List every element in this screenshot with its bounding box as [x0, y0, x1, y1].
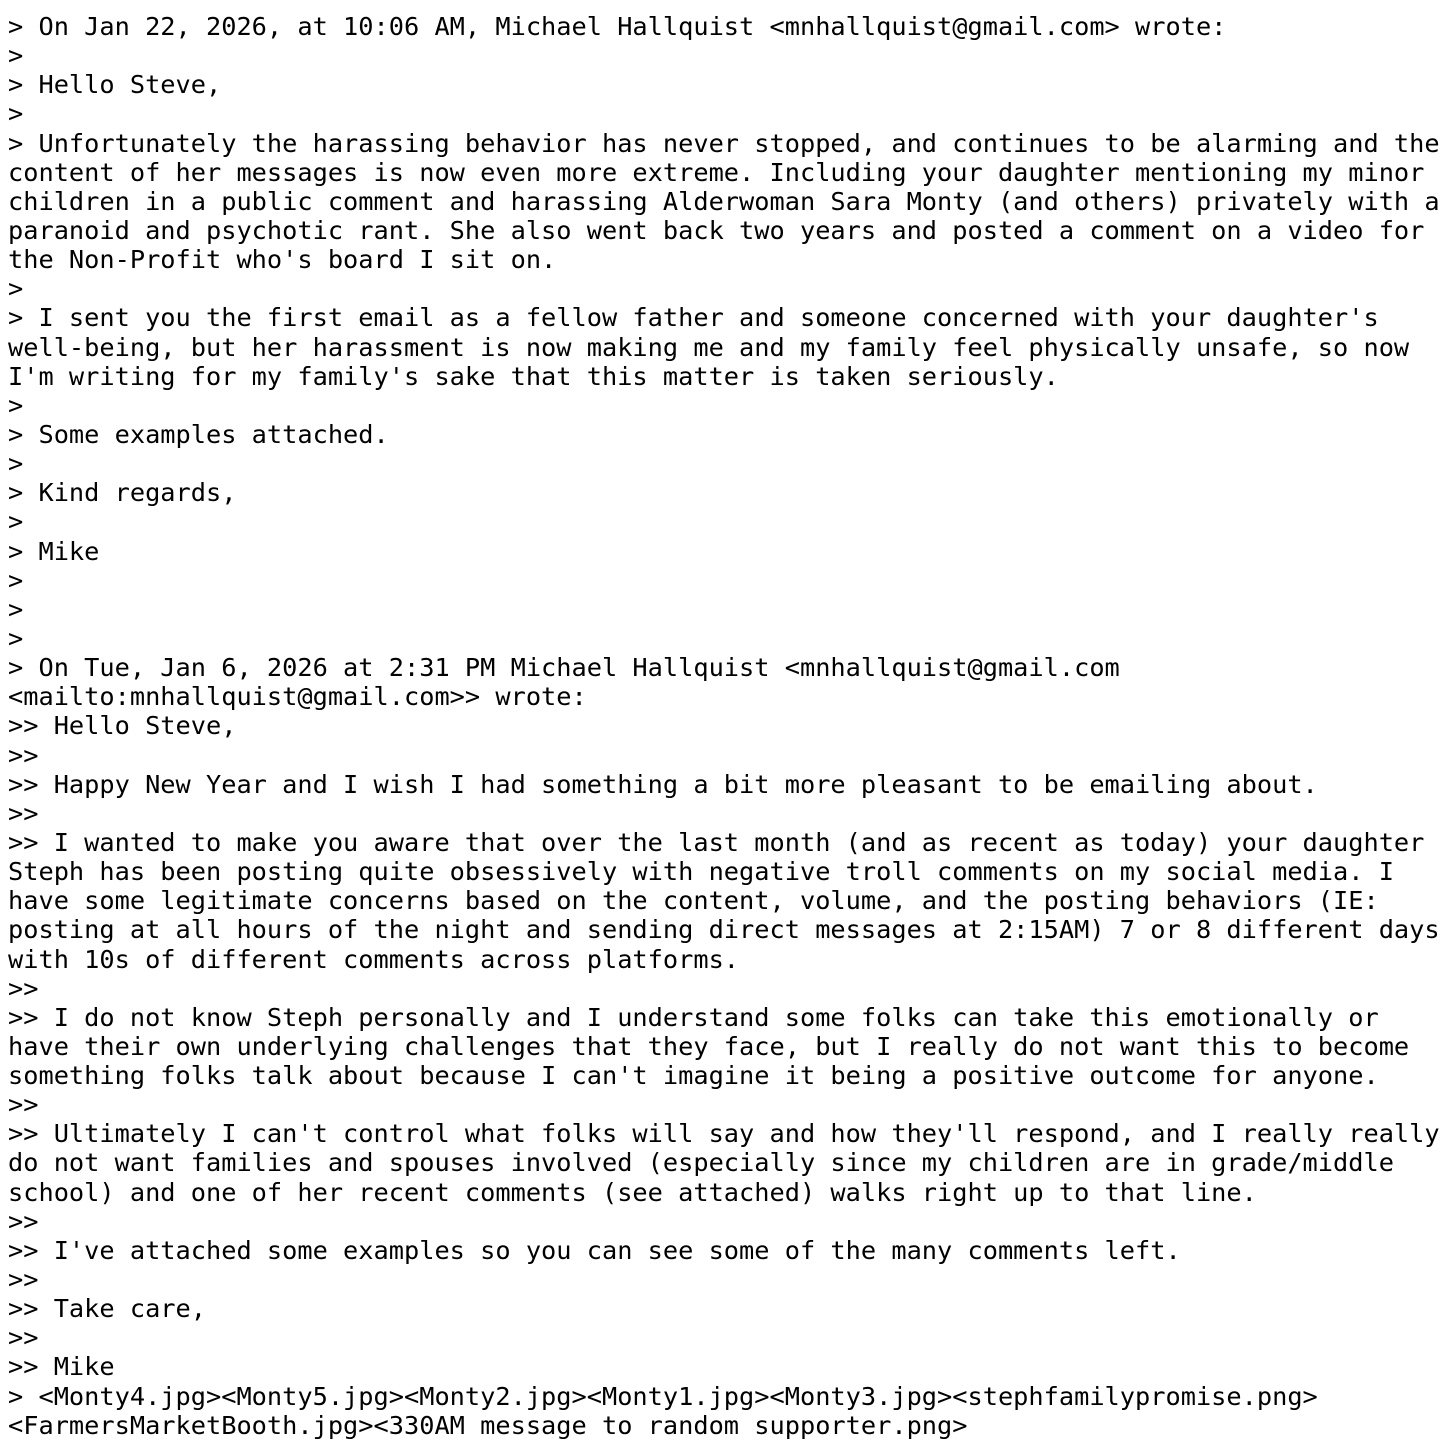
email-line: >	[8, 565, 24, 595]
email-line: >>	[8, 1265, 39, 1295]
email-line: >> Happy New Year and I wish I had something a bit more pleasant to be emailing about.	[8, 769, 1318, 799]
email-line: >>	[8, 798, 39, 828]
email-line: have some legitimate concerns based on the content, volume, and the posting behaviors (IE:	[8, 886, 1379, 916]
email-line: with 10s of different comments across platforms.	[8, 944, 740, 974]
email-line: >> Mike	[8, 1352, 115, 1382]
email-line: something folks talk about because I can't imagine it being a positive outcome for anyone.	[8, 1061, 1379, 1091]
email-line: >> Take care,	[8, 1294, 206, 1324]
email-line: do not want families and spouses involved (especially since my children are in grade/middle	[8, 1148, 1394, 1178]
email-line: paranoid and psychotic rant. She also went back two years and posted a comment on a video for	[8, 215, 1425, 245]
email-line: >>	[8, 1206, 39, 1236]
email-line: > Some examples attached.	[8, 419, 389, 449]
email-line: >	[8, 507, 24, 537]
email-line: I'm writing for my family's sake that this matter is taken seriously.	[8, 361, 1059, 391]
email-line: >	[8, 594, 24, 624]
email-line: posting at all hours of the night and sending direct messages at 2:15AM) 7 or 8 different days	[8, 915, 1440, 945]
email-line: >>	[8, 740, 39, 770]
email-line: > <Monty4.jpg><Monty5.jpg><Monty2.jpg><Monty1.jpg><Monty3.jpg><stephfamilypromise.png>	[8, 1381, 1318, 1411]
email-line: >> I do not know Steph personally and I understand some folks can take this emotionally or	[8, 1002, 1379, 1032]
email-line: >	[8, 274, 24, 304]
email-line: >	[8, 41, 24, 71]
email-line: >>	[8, 1090, 39, 1120]
email-line: >	[8, 390, 24, 420]
email-line: > On Tue, Jan 6, 2026 at 2:31 PM Michael Hallquist <mnhallquist@gmail.com	[8, 653, 1120, 683]
email-line: school) and one of her recent comments (see attached) walks right up to that line.	[8, 1177, 1257, 1207]
email-line: > Mike	[8, 536, 100, 566]
email-line: > Kind regards,	[8, 478, 237, 508]
email-line: the Non-Profit who's board I sit on.	[8, 245, 557, 275]
email-line: > Hello Steve,	[8, 70, 222, 100]
email-line: >>	[8, 973, 39, 1003]
email-line: > I sent you the first email as a fellow father and someone concerned with your daughter's	[8, 303, 1379, 333]
email-line: have their own underlying challenges that they face, but I really do not want this to become	[8, 1031, 1410, 1061]
email-line: >>	[8, 1323, 39, 1353]
email-line: children in a public comment and harassing Alderwoman Sara Monty (and others) privately with a	[8, 186, 1440, 216]
email-line: > On Jan 22, 2026, at 10:06 AM, Michael Hallquist <mnhallquist@gmail.com> wrote:	[8, 12, 1227, 41]
email-line: >	[8, 449, 24, 479]
email-line: >	[8, 623, 24, 653]
email-line: >> Hello Steve,	[8, 711, 237, 741]
email-line: content of her messages is now even more extreme. Including your daughter mentioning my minor	[8, 157, 1425, 187]
email-line: Steph has been posting quite obsessively with negative troll comments on my social media. I	[8, 857, 1394, 887]
email-line: >> I wanted to make you aware that over the last month (and as recent as today) your daughter	[8, 827, 1425, 857]
email-line: >> Ultimately I can't control what folks will say and how they'll respond, and I really really	[8, 1119, 1440, 1149]
email-line: >	[8, 99, 24, 129]
email-line: <mailto:mnhallquist@gmail.com>> wrote:	[8, 682, 587, 712]
email-line: > Unfortunately the harassing behavior has never stopped, and continues to be alarming and the	[8, 128, 1440, 158]
email-line: <FarmersMarketBooth.jpg><330AM message to random supporter.png>	[8, 1410, 968, 1440]
email-line: well-being, but her harassment is now making me and my family feel physically unsafe, so now	[8, 332, 1410, 362]
email-line: >> I've attached some examples so you can see some of the many comments left.	[8, 1235, 1181, 1265]
